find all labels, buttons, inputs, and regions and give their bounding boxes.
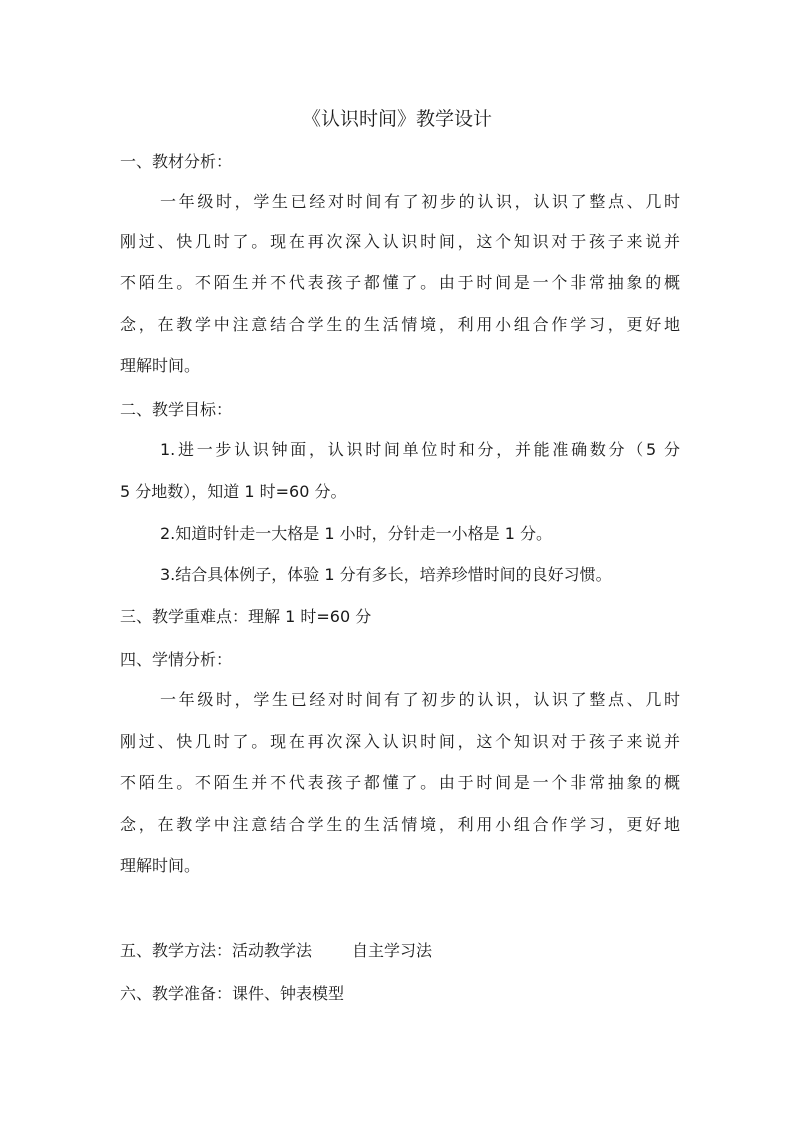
section-heading-teaching-methods [120, 939, 680, 963]
document-title: 《认识时间》教学设计 [301, 108, 492, 130]
goal-item-1-continued: 5 分地数），知道 1 时=60 分。 [120, 482, 347, 501]
section-heading-learner-analysis: 四、学情分析： [120, 650, 233, 669]
goal-item-1: 1.进一步认识钟面，认识时间单位时和分，并能准确数分（5 分 [160, 440, 680, 459]
paragraph-line: 不陌生。不陌生并不代表孩子都懂了。由于时间是一个非常抽象的概 [120, 773, 680, 792]
goal-item-2: 2.知道时针走一大格是 1 小时，分针走一小格是 1 分。 [160, 524, 552, 543]
paragraph-line: 理解时间。 [120, 356, 201, 375]
teaching-method-self-study: 自主学习法 [352, 941, 433, 960]
teaching-methods-text: 五、教学方法：活动教学法 [120, 941, 313, 960]
section-heading-teaching-goals: 二、教学目标： [120, 400, 233, 419]
paragraph-line: 一年级时，学生已经对时间有了初步的认识，认识了整点、几时 [160, 690, 680, 709]
paragraph-line: 一年级时，学生已经对时间有了初步的认识，认识了整点、几时 [160, 192, 680, 211]
paragraph-line: 理解时间。 [120, 856, 201, 875]
paragraph-line: 刚过、快几时了。现在再次深入认识时间，这个知识对于孩子来说并 [120, 732, 680, 751]
paragraph-line: 念，在教学中注意结合学生的生活情境，利用小组合作学习，更好地 [120, 815, 680, 834]
section-heading-teaching-preparation: 六、教学准备：课件、钟表模型 [120, 984, 345, 1003]
paragraph-line: 刚过、快几时了。现在再次深入认识时间，这个知识对于孩子来说并 [120, 232, 680, 251]
section-heading-materials-analysis: 一、教材分析： [120, 152, 233, 171]
section-heading-key-points: 三、教学重难点：理解 1 时=60 分 [120, 607, 372, 626]
paragraph-line: 念，在教学中注意结合学生的生活情境，利用小组合作学习，更好地 [120, 315, 680, 334]
goal-item-3: 3.结合具体例子，体验 1 分有多长，培养珍惜时间的良好习惯。 [160, 565, 612, 584]
paragraph-line: 不陌生。不陌生并不代表孩子都懂了。由于时间是一个非常抽象的概 [120, 273, 680, 292]
